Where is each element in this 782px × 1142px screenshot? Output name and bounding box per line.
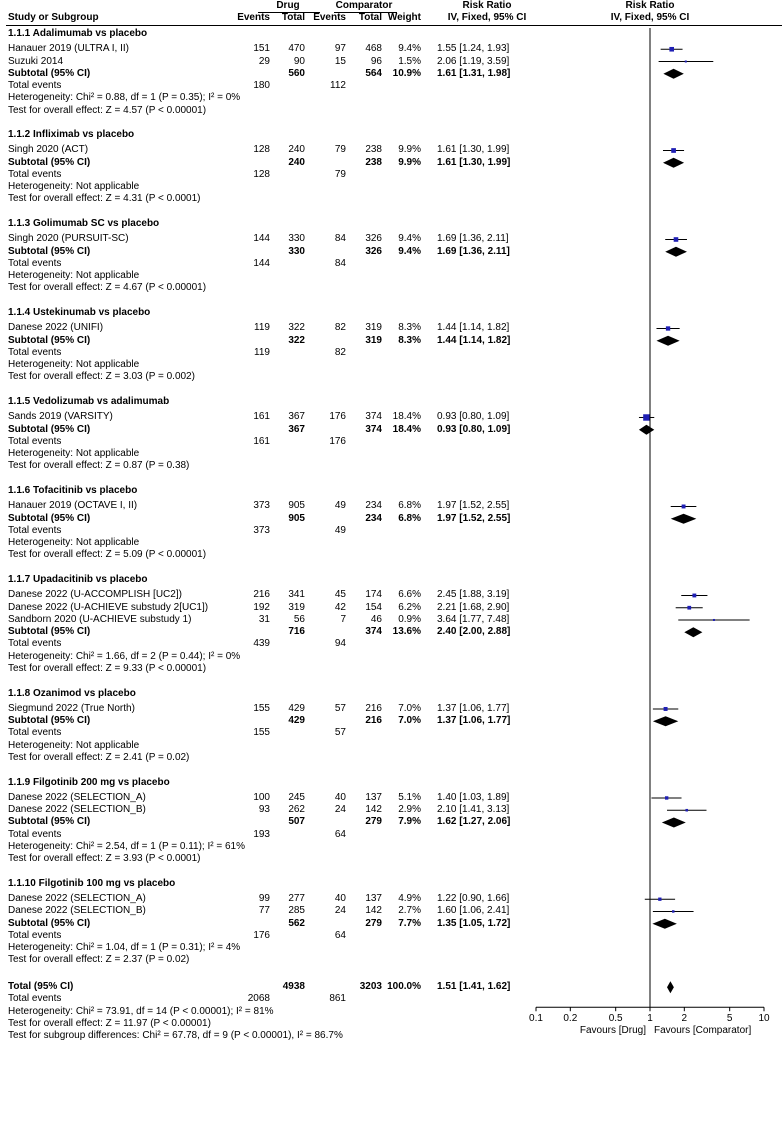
subtotal-diamond-5 (671, 514, 697, 524)
total-events-drug: 144 (253, 257, 270, 269)
study-name: Danese 2022 (SELECTION_B) (8, 804, 146, 816)
total-events-label: Total events (8, 929, 62, 941)
drug-total: 277 (288, 893, 305, 905)
subtotal-weight: 9.4% (398, 245, 421, 257)
weight-header: Weight (387, 12, 421, 23)
study-weight: 9.4% (398, 233, 421, 245)
subtotal-diamond-7 (653, 716, 678, 726)
heterogeneity: Heterogeneity: Chi² = 1.66, df = 2 (P = 0.44); I² = 0% (8, 650, 241, 662)
subtotal-label: Subtotal (95% CI) (8, 626, 91, 638)
study-name: Singh 2020 (ACT) (8, 144, 89, 156)
drug-total: 330 (288, 233, 305, 245)
comparator-events: 57 (334, 702, 346, 714)
drug-events: 31 (258, 613, 270, 625)
comparator-total: 137 (365, 791, 382, 803)
subtotal-weight: 7.9% (398, 816, 421, 828)
drug-events: 128 (253, 144, 270, 156)
study-4-0-point (643, 414, 649, 420)
study-name: Suzuki 2014 (8, 55, 64, 67)
total-events-comparator: 94 (334, 638, 346, 650)
drug-total: 90 (293, 55, 305, 67)
comparator-events: 7 (340, 613, 346, 625)
study-risk-ratio: 1.61 [1.30, 1.99] (437, 144, 510, 156)
comparator-total: 154 (365, 601, 382, 613)
subtotal-diamond-9 (652, 919, 676, 929)
drug-events: 216 (253, 589, 270, 601)
overall-effect: Test for overall effect: Z = 4.57 (P < 0.00001) (8, 104, 207, 116)
study-6-1-point (687, 606, 691, 610)
subtotal-label: Subtotal (95% CI) (8, 67, 91, 79)
drug-total: 245 (288, 791, 305, 803)
total-events-drug: 128 (253, 168, 270, 180)
subtotal-risk-ratio: 1.69 [1.36, 2.11] (437, 245, 510, 257)
study-risk-ratio: 2.06 [1.19, 3.59] (437, 55, 510, 67)
study-risk-ratio: 1.55 [1.24, 1.93] (437, 43, 510, 55)
subgroup-title: 1.1.10 Filgotinib 100 mg vs placebo (8, 877, 176, 889)
study-name: Danese 2022 (U-ACHIEVE substudy 2[UC1]) (8, 601, 209, 613)
drug-events: 192 (253, 601, 270, 613)
study-weight: 6.8% (398, 500, 421, 512)
comparator-total: 216 (365, 702, 382, 714)
comparator-events: 15 (334, 55, 346, 67)
overall-effect: Test for overall effect: Z = 4.67 (P < 0.00001) (8, 282, 207, 294)
study-risk-ratio: 0.93 [0.80, 1.09] (437, 411, 510, 423)
comparator-events: 97 (334, 43, 346, 55)
comparator-events: 84 (334, 233, 346, 245)
study-weight: 8.3% (398, 322, 421, 334)
drug-total-header: Total (281, 12, 305, 23)
comparator-events: 176 (329, 411, 346, 423)
subtotal-comparator-total: 216 (365, 715, 382, 727)
study-weight: 6.6% (398, 589, 421, 601)
comparator-events: 82 (334, 322, 346, 334)
overall-effect: Test for overall effect: Z = 0.87 (P = 0.38) (8, 460, 190, 472)
subtotal-weight: 13.6% (392, 626, 421, 638)
subtotal-weight: 9.9% (398, 156, 421, 168)
drug-events: 373 (253, 500, 270, 512)
total-events-comparator: 57 (334, 727, 346, 739)
subtotal-drug-total: 322 (288, 334, 305, 346)
drug-total: 56 (293, 613, 305, 625)
overall-effect: Test for overall effect: Z = 5.09 (P < 0.00001) (8, 549, 207, 561)
subtotal-weight: 6.8% (398, 512, 421, 524)
drug-events: 155 (253, 702, 270, 714)
subgroup-title: 1.1.8 Ozanimod vs placebo (8, 687, 136, 699)
study-weight: 2.9% (398, 804, 421, 816)
study-3-0-point (666, 326, 670, 330)
study-7-0-point (664, 707, 668, 711)
heterogeneity: Heterogeneity: Not applicable (8, 181, 140, 193)
subgroup-title: 1.1.6 Tofacitinib vs placebo (8, 485, 138, 497)
subtotal-weight: 18.4% (392, 423, 421, 435)
study-weight: 9.4% (398, 43, 421, 55)
drug-events: 29 (258, 55, 270, 67)
study-6-0-point (692, 594, 696, 598)
subtotal-drug-total: 507 (288, 816, 305, 828)
plot-method-header: IV, Fixed, 95% CI (610, 12, 690, 23)
comparator-events: 49 (334, 500, 346, 512)
subgroup-title: 1.1.1 Adalimumab vs placebo (8, 28, 148, 39)
overall-effect: Test for overall effect: Z = 2.41 (P = 0.02) (8, 751, 190, 763)
comparator-total-header: Total (358, 12, 382, 23)
total-events-drug: 161 (253, 435, 270, 447)
study-5-0-point (682, 505, 686, 509)
total-events-comparator: 79 (334, 168, 346, 180)
total-events-label: Total events (8, 828, 62, 840)
subtotal-label: Subtotal (95% CI) (8, 245, 91, 257)
study-risk-ratio: 1.40 [1.03, 1.89] (437, 791, 510, 803)
total-events-comparator: 82 (334, 346, 346, 358)
drug-total: 319 (288, 601, 305, 613)
comparator-total: 142 (365, 905, 382, 917)
study-risk-ratio: 2.10 [1.41, 3.13] (437, 804, 510, 816)
comparator-total: 238 (365, 144, 382, 156)
x-axis-tick-label: 0.5 (608, 1013, 623, 1025)
study-risk-ratio: 1.97 [1.52, 2.55] (437, 500, 510, 512)
comparator-events: 40 (334, 893, 346, 905)
study-risk-ratio: 1.37 [1.06, 1.77] (437, 702, 510, 714)
study-column-header: Study or Subgroup (8, 12, 99, 23)
comparator-total: 374 (365, 411, 382, 423)
x-axis-tick-label: 0.1 (529, 1013, 543, 1025)
plot-header: Risk Ratio (625, 0, 675, 11)
study-weight: 7.0% (398, 702, 421, 714)
subtotal-comparator-total: 564 (365, 67, 382, 79)
total-events-drug: 373 (253, 524, 270, 536)
subtotal-diamond-0 (663, 69, 683, 79)
comparator-total: 46 (370, 613, 382, 625)
study-weight: 0.9% (398, 613, 421, 625)
subtotal-label: Subtotal (95% CI) (8, 512, 91, 524)
rr-header: Risk Ratio (462, 0, 512, 11)
study-name: Siegmund 2022 (True North) (8, 702, 135, 714)
subtotal-label: Subtotal (95% CI) (8, 917, 91, 929)
heterogeneity: Heterogeneity: Chi² = 2.54, df = 1 (P = 0.11); I² = 61% (8, 840, 245, 852)
drug-events: 99 (258, 893, 270, 905)
total-events-drug: 180 (253, 80, 270, 91)
comparator-events: 42 (334, 601, 346, 613)
study-weight: 1.5% (398, 55, 421, 67)
total-events-label: Total events (8, 638, 62, 650)
subtotal-diamond-6 (684, 627, 702, 637)
comparator-total: 319 (365, 322, 382, 334)
overall-effect: Test for overall effect: Z = 2.37 (P = 0.02) (8, 954, 190, 966)
study-weight: 9.9% (398, 144, 421, 156)
comparator-total: 96 (370, 55, 382, 67)
study-risk-ratio: 2.21 [1.68, 2.90] (437, 601, 510, 613)
overall-effect: Test for overall effect: Z = 3.03 (P = 0.002) (8, 371, 195, 383)
drug-events: 144 (253, 233, 270, 245)
subtotal-label: Subtotal (95% CI) (8, 715, 91, 727)
favours-comparator-label: Favours [Comparator] (654, 1025, 752, 1037)
subtotal-weight: 7.0% (398, 715, 421, 727)
study-name: Hanauer 2019 (OCTAVE I, II) (8, 500, 138, 512)
heterogeneity: Heterogeneity: Not applicable (8, 359, 140, 371)
study-name: Singh 2020 (PURSUIT-SC) (8, 233, 129, 245)
total-events-drug: 155 (253, 727, 270, 739)
total-events-comparator: 176 (329, 435, 346, 447)
subgroup-differences: Test for subgroup differences: Chi² = 67.78, df = 9 (P < 0.00001), I² = 86.7% (8, 1030, 343, 1042)
comparator-total: 326 (365, 233, 382, 245)
total-events-drug: 439 (253, 638, 270, 650)
study-name: Danese 2022 (SELECTION_A) (8, 893, 146, 905)
study-9-1-point (672, 910, 674, 912)
subtotal-label: Subtotal (95% CI) (8, 423, 91, 435)
total-events-comparator: 64 (334, 828, 346, 840)
subtotal-comparator-total: 279 (365, 917, 382, 929)
drug-total: 262 (288, 804, 305, 816)
subgroup-title: 1.1.5 Vedolizumab vs adalimumab (8, 396, 170, 408)
comparator-events: 40 (334, 791, 346, 803)
subtotal-risk-ratio: 1.62 [1.27, 2.06] (437, 816, 511, 828)
total-events-comparator: 861 (329, 993, 346, 1005)
subtotal-drug-total: 716 (288, 626, 305, 638)
study-name: Danese 2022 (U-ACCOMPLISH [UC2]) (8, 589, 182, 601)
study-8-0-point (665, 796, 668, 799)
drug-events: 100 (253, 791, 270, 803)
total-weight: 100.0% (387, 981, 421, 993)
study-name: Hanauer 2019 (ULTRA I, II) (8, 43, 129, 55)
comparator-events: 24 (334, 905, 346, 917)
total-events-comparator: 112 (330, 80, 346, 91)
x-axis-tick-label: 5 (726, 1013, 733, 1025)
study-weight: 6.2% (398, 601, 421, 613)
subtotal-risk-ratio: 0.93 [0.80, 1.09] (437, 423, 511, 435)
subtotal-weight: 10.9% (392, 67, 421, 79)
study-name: Danese 2022 (UNIFI) (8, 322, 104, 334)
study-risk-ratio: 1.60 [1.06, 2.41] (437, 905, 510, 917)
subgroup-title: 1.1.4 Ustekinumab vs placebo (8, 307, 151, 319)
study-name: Sands 2019 (VARSITY) (8, 411, 113, 423)
rr-method-header: IV, Fixed, 95% CI (447, 12, 527, 23)
total-events-label: Total events (8, 993, 62, 1005)
total-events-comparator: 64 (334, 929, 346, 941)
comparator-header: Comparator (335, 0, 393, 11)
overall-diamond (667, 981, 674, 993)
drug-total: 367 (288, 411, 305, 423)
header-bottom-rule (6, 25, 782, 26)
subtotal-drug-total: 429 (288, 715, 305, 727)
subtotal-comparator-total: 234 (365, 512, 382, 524)
study-risk-ratio: 1.69 [1.36, 2.11] (437, 233, 509, 245)
heterogeneity: Heterogeneity: Not applicable (8, 270, 140, 282)
study-risk-ratio: 1.22 [0.90, 1.66] (437, 893, 510, 905)
heterogeneity: Heterogeneity: Not applicable (8, 739, 140, 751)
subtotal-label: Subtotal (95% CI) (8, 334, 91, 346)
comparator-total: 234 (365, 500, 382, 512)
drug-events: 119 (254, 322, 270, 334)
drug-total: 470 (288, 43, 305, 55)
total-events-label: Total events (8, 435, 62, 447)
subtotal-comparator-total: 238 (365, 156, 382, 168)
drug-total: 285 (288, 905, 305, 917)
study-name: Danese 2022 (SELECTION_A) (8, 791, 146, 803)
study-name: Danese 2022 (SELECTION_B) (8, 905, 146, 917)
subtotal-drug-total: 562 (288, 917, 305, 929)
subtotal-drug-total: 560 (288, 67, 305, 79)
subtotal-risk-ratio: 1.97 [1.52, 2.55] (437, 512, 511, 524)
study-1-0-point (671, 148, 676, 153)
subtotal-risk-ratio: 1.37 [1.06, 1.77] (437, 715, 511, 727)
total-events-label: Total events (8, 257, 62, 269)
total-events-comparator: 84 (334, 257, 346, 269)
drug-events-header: Events (237, 12, 270, 23)
drug-header: Drug (276, 0, 300, 11)
total-heterogeneity: Heterogeneity: Chi² = 73.91, df = 14 (P < 0.00001); I² = 81% (8, 1005, 274, 1017)
total-events-drug: 193 (253, 828, 270, 840)
heterogeneity: Heterogeneity: Chi² = 1.04, df = 1 (P = 0.31); I² = 4% (8, 942, 241, 954)
total-risk-ratio: 1.51 [1.41, 1.62] (437, 981, 511, 993)
comparator-total: 468 (365, 43, 382, 55)
total-drug-total: 4938 (282, 981, 305, 993)
subtotal-risk-ratio: 1.61 [1.31, 1.98] (437, 67, 511, 79)
study-2-0-point (674, 237, 679, 242)
subtotal-comparator-total: 326 (365, 245, 382, 257)
drug-total: 240 (288, 144, 305, 156)
drug-total: 341 (288, 589, 305, 601)
drug-total: 429 (288, 702, 305, 714)
total-events-label: Total events (8, 727, 62, 739)
subtotal-drug-total: 240 (288, 156, 305, 168)
study-weight: 2.7% (398, 905, 421, 917)
study-name: Sandborn 2020 (U-ACHIEVE substudy 1) (8, 613, 192, 625)
study-weight: 4.9% (398, 893, 421, 905)
subtotal-comparator-total: 319 (365, 334, 382, 346)
drug-events: 93 (258, 804, 270, 816)
x-axis-tick-label: 10 (758, 1013, 770, 1025)
subtotal-comparator-total: 374 (365, 423, 382, 435)
subgroup-title: 1.1.7 Upadacitinib vs placebo (8, 574, 148, 586)
subtotal-risk-ratio: 1.44 [1.14, 1.82] (437, 334, 511, 346)
subgroup-title: 1.1.2 Infliximab vs placebo (8, 129, 135, 141)
total-events-drug: 2068 (247, 993, 270, 1005)
study-weight: 18.4% (392, 411, 421, 423)
total-events-drug: 176 (253, 929, 270, 941)
subtotal-weight: 8.3% (398, 334, 421, 346)
drug-events: 77 (258, 905, 270, 917)
comparator-events: 24 (334, 804, 346, 816)
x-axis-tick-label: 0.2 (563, 1013, 578, 1025)
subtotal-comparator-total: 279 (365, 816, 382, 828)
total-events-label: Total events (8, 346, 62, 358)
comparator-total: 174 (365, 589, 382, 601)
subtotal-diamond-8 (662, 817, 686, 827)
drug-events: 161 (253, 411, 270, 423)
drug-total: 322 (288, 322, 305, 334)
comparator-events: 45 (334, 589, 346, 601)
total-events-label: Total events (8, 168, 62, 180)
total-events-drug: 119 (254, 346, 270, 358)
x-axis-tick-label: 2 (681, 1013, 688, 1025)
subtotal-risk-ratio: 1.61 [1.30, 1.99] (437, 156, 511, 168)
study-0-1-point (685, 61, 687, 63)
subtotal-drug-total: 330 (288, 245, 305, 257)
study-risk-ratio: 2.45 [1.88, 3.19] (437, 589, 510, 601)
comparator-events: 79 (334, 144, 346, 156)
study-risk-ratio: 1.44 [1.14, 1.82] (437, 322, 510, 334)
subtotal-drug-total: 905 (288, 512, 305, 524)
study-6-2-point (713, 619, 715, 621)
overall-effect: Test for overall effect: Z = 3.93 (P < 0.0001) (8, 853, 201, 865)
total-label: Total (95% CI) (8, 981, 74, 993)
comparator-total: 137 (365, 893, 382, 905)
subtotal-label: Subtotal (95% CI) (8, 156, 91, 168)
total-events-comparator: 49 (334, 524, 346, 536)
heterogeneity: Heterogeneity: Chi² = 0.88, df = 1 (P = 0.35); I² = 0% (8, 92, 241, 104)
drug-events: 151 (253, 43, 270, 55)
subgroup-title: 1.1.9 Filgotinib 200 mg vs placebo (8, 776, 170, 788)
subgroup-title: 1.1.3 Golimumab SC vs placebo (8, 218, 160, 230)
subtotal-label: Subtotal (95% CI) (8, 816, 91, 828)
subtotal-diamond-2 (665, 247, 687, 257)
drug-total: 905 (288, 500, 305, 512)
subtotal-diamond-4 (639, 425, 654, 435)
total-events-label: Total events (8, 80, 62, 91)
comparator-total: 142 (365, 804, 382, 816)
overall-effect: Test for overall effect: Z = 4.31 (P < 0.0001) (8, 193, 201, 205)
overall-effect: Test for overall effect: Z = 9.33 (P < 0.00001) (8, 662, 207, 674)
subtotal-weight: 7.7% (398, 917, 421, 929)
favours-drug-label: Favours [Drug] (579, 1025, 646, 1037)
subtotal-diamond-1 (663, 158, 684, 168)
total-comparator-total: 3203 (359, 981, 382, 993)
study-risk-ratio: 3.64 [1.77, 7.48] (437, 613, 510, 625)
heterogeneity: Heterogeneity: Not applicable (8, 448, 140, 460)
subtotal-drug-total: 367 (288, 423, 305, 435)
subtotal-diamond-3 (656, 336, 679, 346)
subtotal-risk-ratio: 2.40 [2.00, 2.88] (437, 626, 511, 638)
study-weight: 5.1% (398, 791, 421, 803)
total-events-label: Total events (8, 524, 62, 536)
total-overall-effect: Test for overall effect: Z = 11.97 (P < 0.00001) (8, 1017, 211, 1029)
comparator-events-header: Events (313, 12, 346, 23)
x-axis-tick-label: 1 (647, 1013, 653, 1025)
subtotal-comparator-total: 374 (365, 626, 382, 638)
study-9-0-point (658, 898, 661, 901)
study-0-0-point (669, 47, 674, 52)
heterogeneity: Heterogeneity: Not applicable (8, 537, 140, 549)
study-8-1-point (685, 809, 688, 812)
subtotal-risk-ratio: 1.35 [1.05, 1.72] (437, 917, 511, 929)
